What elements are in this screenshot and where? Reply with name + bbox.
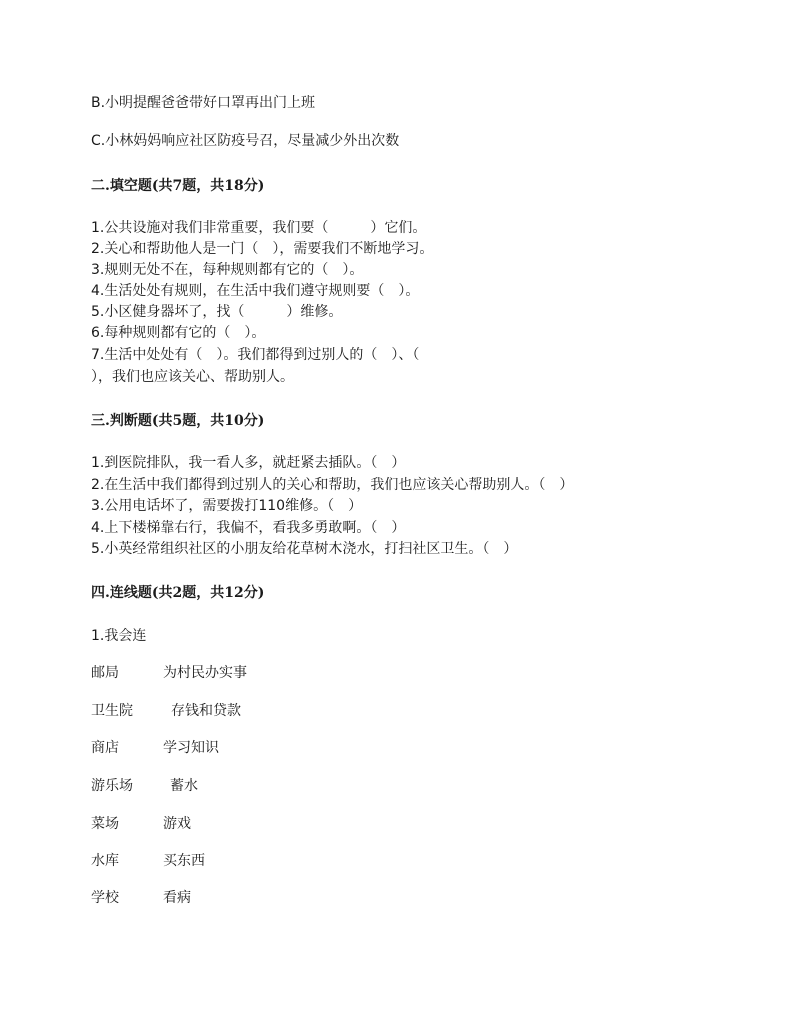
- fill-item-4: 4.生活处处有规则，在生活中我们遵守规则要（ ）。: [91, 283, 420, 299]
- fill-item-7: 7.生活中处处有（ ）。我们都得到过别人的（ ）、（: [91, 347, 420, 363]
- match-right-6: 买东西: [163, 853, 205, 869]
- section-4-title: 四.连线题(共2题，共12分): [91, 585, 265, 601]
- match-left-2: 卫生院: [91, 703, 133, 719]
- judge-item-4: 4.上下楼梯靠右行，我偏不，看我多勇敢啊。（ ）: [91, 520, 406, 536]
- fill-item-7-continued: ），我们也应该关心、帮助别人。: [91, 369, 294, 385]
- judge-item-3: 3.公用电话坏了，需要拨打110维修。（ ）: [91, 498, 363, 514]
- match-question: 1.我会连: [91, 628, 147, 644]
- match-right-1: 为村民办实事: [163, 665, 247, 681]
- match-right-5: 游戏: [163, 816, 191, 832]
- match-left-6: 水库: [91, 853, 119, 869]
- judge-item-2: 2.在生活中我们都得到过别人的关心和帮助，我们也应该关心帮助别人。（ ）: [91, 477, 574, 493]
- fill-item-5: 5.小区健身器坏了，找（ ）维修。: [91, 304, 343, 320]
- judge-item-5: 5.小英经常组织社区的小朋友给花草树木浇水，打扫社区卫生。（ ）: [91, 541, 518, 557]
- match-left-4: 游乐场: [91, 778, 133, 794]
- fill-item-2: 2.关心和帮助他人是一门（ ），需要我们不断地学习。: [91, 241, 434, 257]
- match-left-1: 邮局: [91, 665, 119, 681]
- match-right-3: 学习知识: [163, 740, 219, 756]
- section-2-title: 二.填空题(共7题，共18分): [91, 178, 265, 194]
- match-right-2: 存钱和贷款: [171, 703, 241, 719]
- judge-item-1: 1.到医院排队，我一看人多，就赶紧去插队。（ ）: [91, 455, 406, 471]
- option-c: C.小林妈妈响应社区防疫号召，尽量减少外出次数: [91, 133, 400, 149]
- match-right-7: 看病: [163, 890, 191, 906]
- match-left-7: 学校: [91, 890, 119, 906]
- match-left-3: 商店: [91, 740, 119, 756]
- match-left-5: 菜场: [91, 816, 119, 832]
- fill-item-1: 1.公共设施对我们非常重要，我们要（ ）它们。: [91, 220, 427, 236]
- section-3-title: 三.判断题(共5题，共10分): [91, 413, 265, 429]
- fill-item-6: 6.每种规则都有它的（ ）。: [91, 325, 266, 341]
- match-right-4: 蓄水: [170, 778, 198, 794]
- fill-item-3: 3.规则无处不在，每种规则都有它的（ ）。: [91, 262, 364, 278]
- option-b: B.小明提醒爸爸带好口罩再出门上班: [91, 95, 316, 111]
